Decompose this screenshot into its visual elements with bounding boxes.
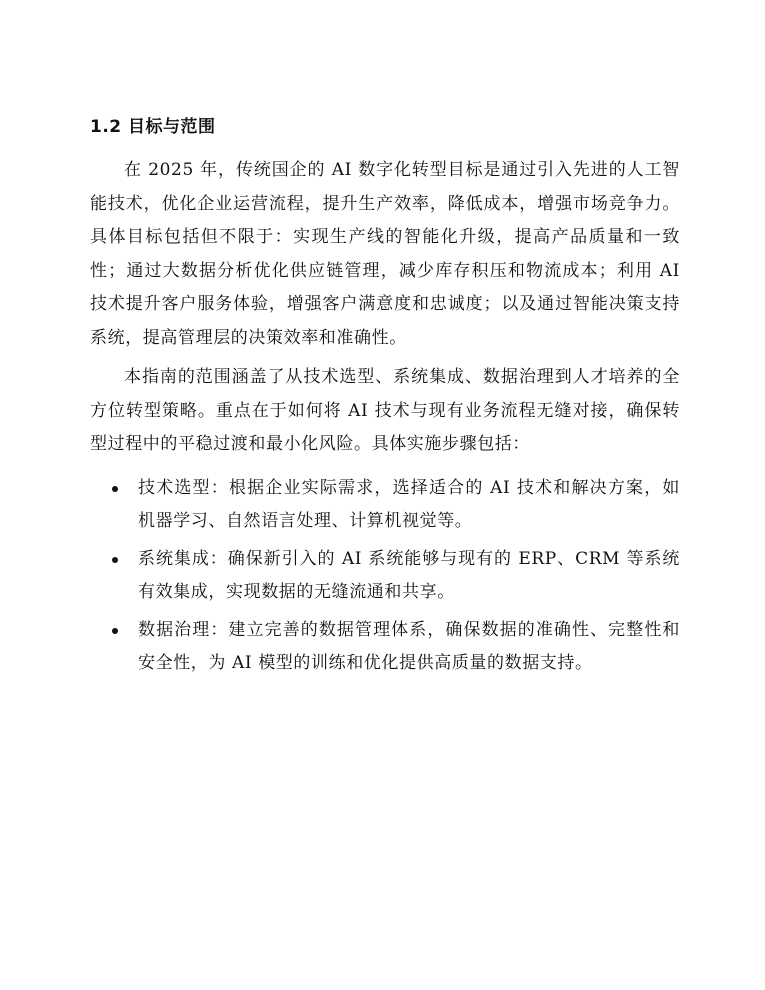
list-item-text: 系统集成：确保新引入的 AI 系统能够与现有的 ERP、CRM 等系统有效集成，实现数据的无缝流通和共享。: [138, 548, 680, 602]
implementation-steps-list: [90, 472, 680, 681]
bullet-dot-icon: [112, 628, 118, 634]
list-item-text: 数据治理：建立完善的数据管理体系，确保数据的准确性、完整性和安全性，为 AI 模型的训练和优化提供高质量的数据支持。: [138, 619, 680, 673]
goal-paragraph: 在 2025 年，传统国企的 AI 数字化转型目标是通过引入先进的人工智能技术，优化企业运营流程，提升生产效率，降低成本，增强市场竞争力。具体目标包括但不限于：实现生产线的智能化升级，提高产品质量和一致性；通过大数据分析优化供应链管理，减少库存积压和物流成本；利用 AI 技术提升客户服务体验，增强客户满意度和忠诚度；以及通过智能决策支持系统，提高管理层的决策效率和准确性。: [90, 160, 680, 348]
list-item: [90, 472, 680, 539]
bullet-dot-icon: [112, 486, 118, 492]
document-page: [90, 112, 680, 685]
list-item-text: 技术选型：根据企业实际需求，选择适合的 AI 技术和解决方案，如机器学习、自然语言处理、计算机视觉等。: [138, 477, 680, 531]
list-item: [90, 614, 680, 681]
section-heading: 1.2 目标与范围: [90, 117, 216, 137]
scope-paragraph: 本指南的范围涵盖了从技术选型、系统集成、数据治理到人才培养的全方位转型策略。重点在于如何将 AI 技术与现有业务流程无缝对接，确保转型过程中的平稳过渡和最小化风险。具体实施步骤包括：: [90, 367, 680, 454]
list-item: [90, 543, 680, 610]
bullet-dot-icon: [112, 557, 118, 563]
